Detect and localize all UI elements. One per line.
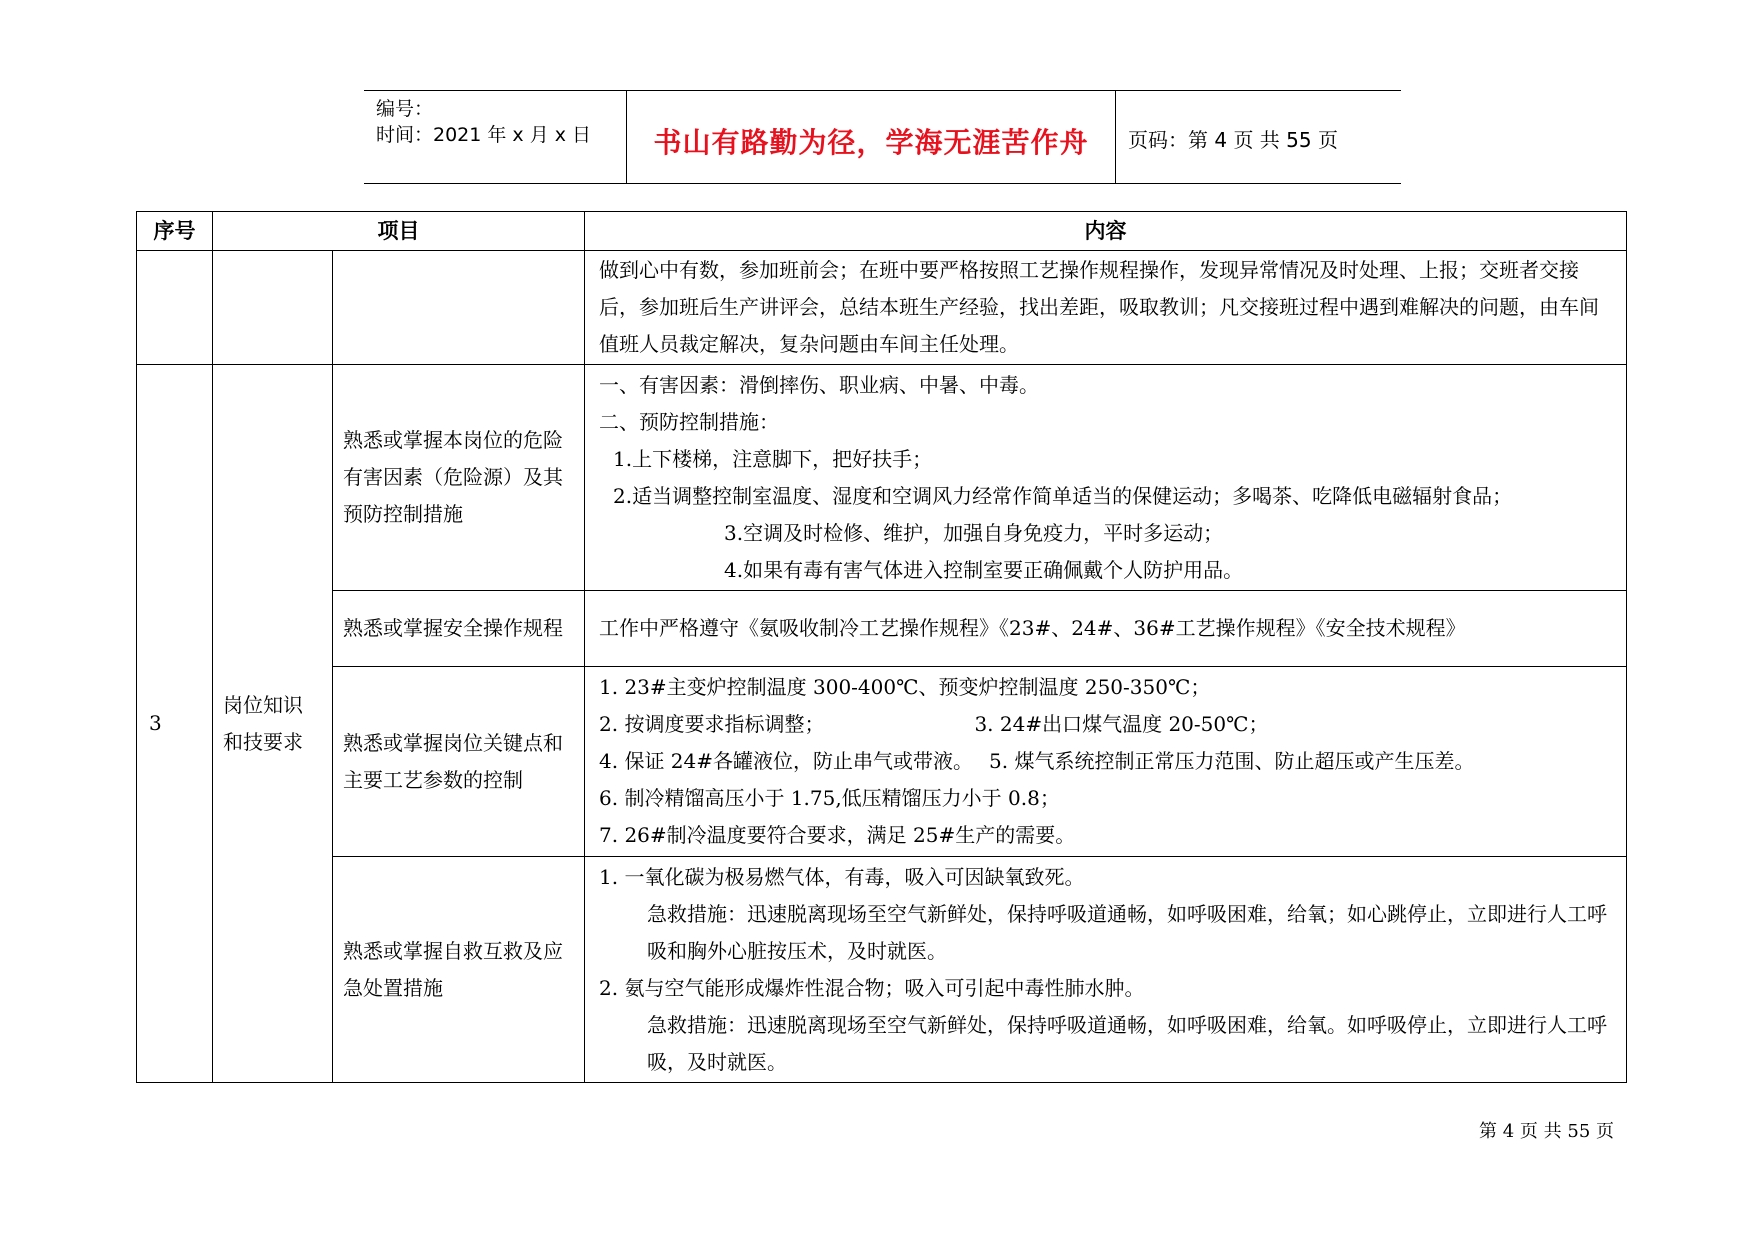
content-text: 2. 按调度要求指标调整；: [599, 712, 825, 736]
header-motto-cell: [626, 91, 1116, 183]
table-row: [137, 365, 1627, 591]
content-table: [136, 211, 1627, 1083]
content-text: 4. 保证 24#各罐液位，防止串气或带液。: [599, 749, 974, 773]
content-line: 1. 23#主变炉控制温度 300-400℃、预变炉控制温度 250-350℃；: [599, 675, 1211, 699]
document-time-label: 时间：2021 年 x 月 x 日: [376, 124, 592, 146]
table-row: [137, 251, 1627, 365]
cell-content: [585, 667, 1627, 857]
header-content: 内容: [585, 212, 1627, 251]
content-line: 1.上下楼梯，注意脚下，把好扶手；: [613, 446, 933, 471]
content-text: 3. 24#出口煤气温度 20-50℃；: [974, 712, 1269, 736]
content-line: 3.空调及时检修、维护，加强自身免疫力，平时多运动；: [724, 520, 1224, 545]
content-line: 6. 制冷精馏高压小于 1.75,低压精馏压力小于 0.8；: [599, 786, 1060, 810]
cell-item-empty: [213, 251, 333, 365]
content-text: 做到心中有数，参加班前会；在班中要严格按照工艺操作规程操作，发现异常情况及时处理、上报；交班者交接后，参加班后生产讲评会，总结本班生产经验，找出差距，吸取教训；凡交接班过程中遇到难解决的问题，由车间值班人员裁定解决，复杂问题由车间主任处理。: [599, 258, 1599, 356]
cell-seq-empty: [137, 251, 213, 365]
content-line: 二、预防控制措施：: [599, 409, 779, 434]
cell-subitem: 熟悉或掌握安全操作规程: [333, 591, 585, 667]
content-text: 5. 煤气系统控制正常压力范围、防止超压或产生压差。: [989, 749, 1475, 773]
document-number-label: 编号：: [376, 98, 434, 120]
cell-content: 工作中严格遵守《氨吸收制冷工艺操作规程》《23#、24#、36#工艺操作规程》《安全技术规程》: [585, 591, 1627, 667]
content-line: [599, 706, 1616, 743]
content-line: 2.适当调整控制室温度、湿度和空调风力经常作简单适当的保健运动；多喝茶、吃降低电磁辐射食品；: [613, 483, 1513, 508]
motto: 书山有路勤为径，学海无涯苦作舟: [653, 126, 1089, 159]
content-line: 2. 氨与空气能形成爆炸性混合物；吸入可引起中毒性肺水肿。: [599, 975, 1145, 1000]
content-line: 1. 一氧化碳为极易燃气体，有毒，吸入可因缺氧致死。: [599, 864, 1085, 889]
page-header: [364, 90, 1401, 184]
cell-subitem: 熟悉或掌握岗位关键点和主要工艺参数的控制: [333, 667, 585, 857]
header-meta: [364, 91, 626, 183]
cell-content: [585, 365, 1627, 591]
header-page-cell: [1116, 91, 1401, 183]
content-line: 急救措施：迅速脱离现场至空气新鲜处，保持呼吸道通畅，如呼吸困难，给氧。如呼吸停止，立即进行人工呼吸，及时就医。: [647, 1012, 1607, 1074]
table-row: [137, 591, 1627, 667]
header-page-code: 页码：第 4 页 共 55 页: [1128, 128, 1338, 152]
cell-seq: 3: [137, 365, 213, 1083]
header-item: 项目: [213, 212, 585, 251]
cell-subitem: 熟悉或掌握自救互救及应急处置措施: [333, 857, 585, 1083]
table-header-row: [137, 212, 1627, 251]
cell-content: [585, 857, 1627, 1083]
content-line: 一、有害因素：滑倒摔伤、职业病、中暑、中毒。: [599, 372, 1039, 397]
page-footer: 第 4 页 共 55 页: [1479, 1121, 1614, 1142]
content-line: 急救措施：迅速脱离现场至空气新鲜处，保持呼吸道通畅，如呼吸困难，给氧；如心跳停止，立即进行人工呼吸和胸外心脏按压术，及时就医。: [647, 901, 1607, 963]
table-row: [137, 857, 1627, 1083]
content-line: [599, 743, 1616, 780]
cell-subitem: 熟悉或掌握本岗位的危险有害因素（危险源）及其预防控制措施: [333, 365, 585, 591]
table-row: [137, 667, 1627, 857]
header-seq: 序号: [137, 212, 213, 251]
cell-subitem-empty: [333, 251, 585, 365]
cell-item: 岗位知识和技要求: [213, 365, 333, 1083]
content-line: 7. 26#制冷温度要符合要求，满足 25#生产的需要。: [599, 823, 1076, 847]
cell-content: [585, 251, 1627, 365]
content-line: 4.如果有毒有害气体进入控制室要正确佩戴个人防护用品。: [724, 557, 1244, 582]
